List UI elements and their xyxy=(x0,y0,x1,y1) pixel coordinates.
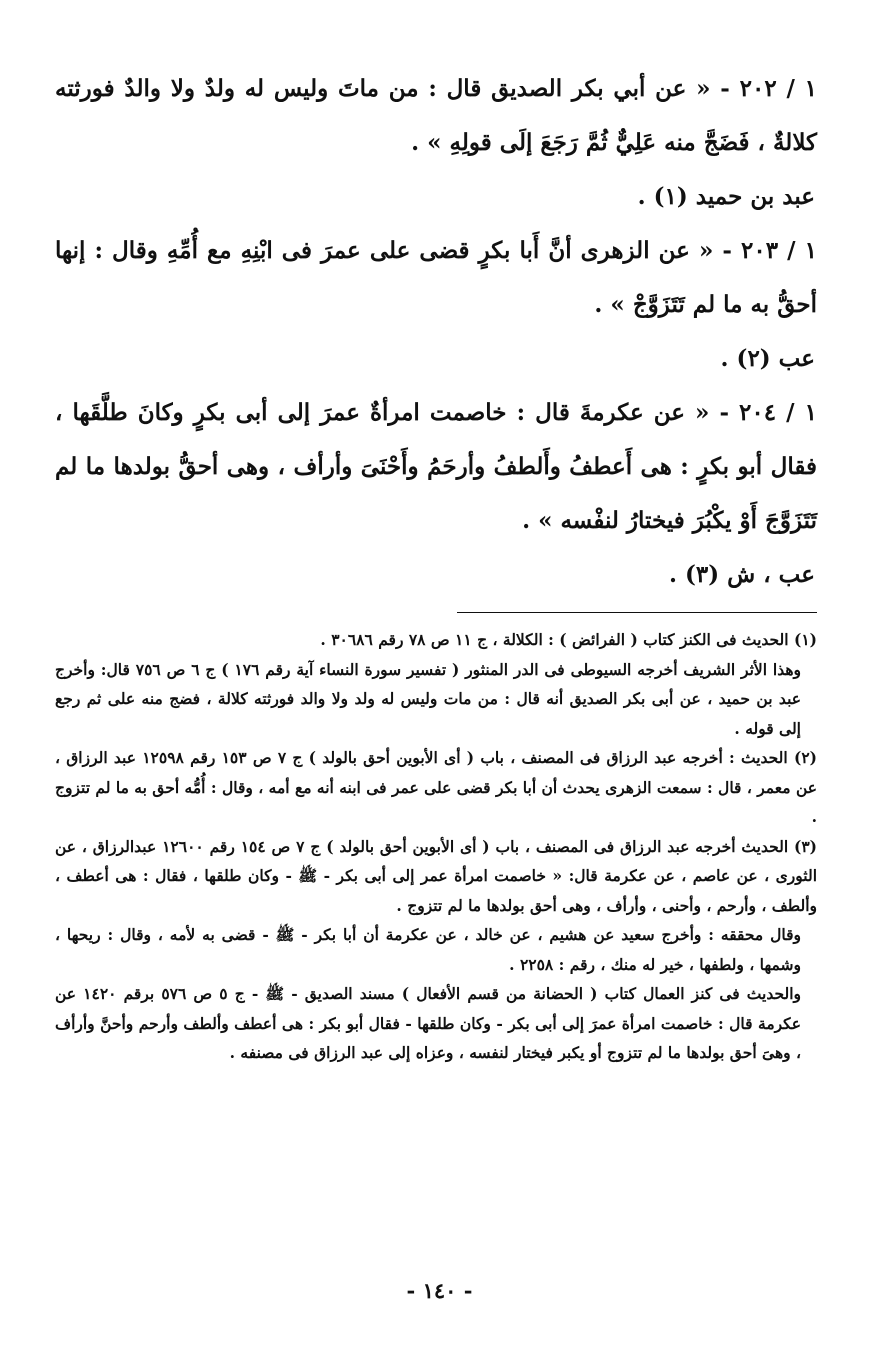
footnote-2: (٢) الحديث : أخرجه عبد الرزاق فى المصنف ، باب ( أى الأبوين أحق بالولد ) ج ٧ ص ١٥٣ رقم ١٢٥٩٨ عبد الرزاق ، عن معمر ، قال : سمعت الزهرى يحدث أن أبا بكر قضى على عمر فى ابنه أنه مع أمه ، وقال : أُمُّه أحق به ما لم تتزوج . xyxy=(55,748,817,826)
hadith-source-204: عب ، ش (٣) . xyxy=(669,561,815,588)
hadith-entry-203: ١ / ٢٠٣ - « عن الزهرى أنَّ أَبا بكرٍ قضى على عمرَ فى ابْنِهِ مع أُمِّهِ وقال : إنها أحقُّ به ما لم تَتَزَوَّجْ » . xyxy=(55,237,817,318)
footnote-1: (١) الحديث فى الكنز كتاب ( الفرائض ) : الكلالة ، ج ١١ ص ٧٨ رقم ٣٠٦٨٦ . xyxy=(320,630,817,649)
main-text xyxy=(55,62,817,602)
footnote-1-text: وهذا الأثر الشريف أخرجه السيوطى فى الدر المنثور ( تفسير سورة النساء آية رقم ١٧٦ ) ج ٦ ص ٧٥٦ قال: وأخرج عبد بن حميد ، عن أبى بكر الصديق أنه قال : من مات وليس له ولد ولا والد فورثته كلالة ، فضج منه على ثم رجع إلى قوله . xyxy=(55,659,801,738)
hadith-entry-202: ١ / ٢٠٢ - « عن أبي بكر الصديق قال : من ماتَ وليس له ولدٌ ولا والدٌ فورثته كلالةٌ ، فَضَجَّ منه عَلِيٌّ ثُمَّ رَجَعَ إلَى قولِهِ » . xyxy=(55,75,817,156)
footnote-separator xyxy=(457,612,817,613)
footnote-3: (٣) الحديث أخرجه عبد الرزاق فى المصنف ، باب ( أى الأبوين أحق بالولد ) ج ٧ ص ١٥٤ رقم ١٢٦٠٠ عبدالرزاق ، عن الثورى ، عن عاصم ، عن عكرمة قال: « خاصمت امرأة عمر إلى أبى بكر - ﷺ - وكان طلقها ، فقال : هى أعطف ، وألطف ، وأرحم ، وأحنى ، وأرأف ، وهى أحق بولدها ما لم تتزوج . xyxy=(55,836,817,915)
hadith-entry-204: ١ / ٢٠٤ - « عن عكرمةَ قال : خاصمت امرأةٌ عمرَ إلى أبى بكرٍ وكانَ طلَّقَها ، فقال أبو بكرٍ : هى أَعطفُ وأَلطفُ وأرحَمُ وأَحْنَىَ وأرأف ، وهى أحقُّ بولدها ما لم تَتَزَوَّجَ أَوْ يكْبُرَ فيختارُ لنفْسه » . xyxy=(55,399,817,534)
footnotes xyxy=(55,625,817,1068)
hadith-source-203: عب (٢) . xyxy=(720,345,815,372)
footnote-3-text-2: والحديث فى كنز العمال كتاب ( الحضانة من قسم الأفعال ) مسند الصديق - ﷺ - ج ٥ ص ٥٧٦ برقم ١٤٢٠ عن عكرمة قال : خاصمت امرأة عمرَ إلى أبى بكر - وكان طلقها - فقال أبو بكر : هى أعطف وألطف وأرحم وأحنَّ وأرأف ، وهىَ أحق بولدها ما لم تتزوج أو يكبر فيختار لنفسه ، وعزاه إلى عبد الرزاق فى مصنفه . xyxy=(55,984,801,1062)
page-number: - ١٤٠ - xyxy=(406,1278,473,1303)
footnote-3-text: وقال محققه : وأخرج سعيد عن هشيم ، عن خالد ، عن عكرمة أن أبا بكر - ﷺ - قضى به لأمه ، وقال : ريحها ، وشمها ، ولطفها ، خير له منك ، رقم : ٢٢٥٨ . xyxy=(55,925,801,974)
hadith-source-202: عبد بن حميد (١) . xyxy=(637,183,815,210)
